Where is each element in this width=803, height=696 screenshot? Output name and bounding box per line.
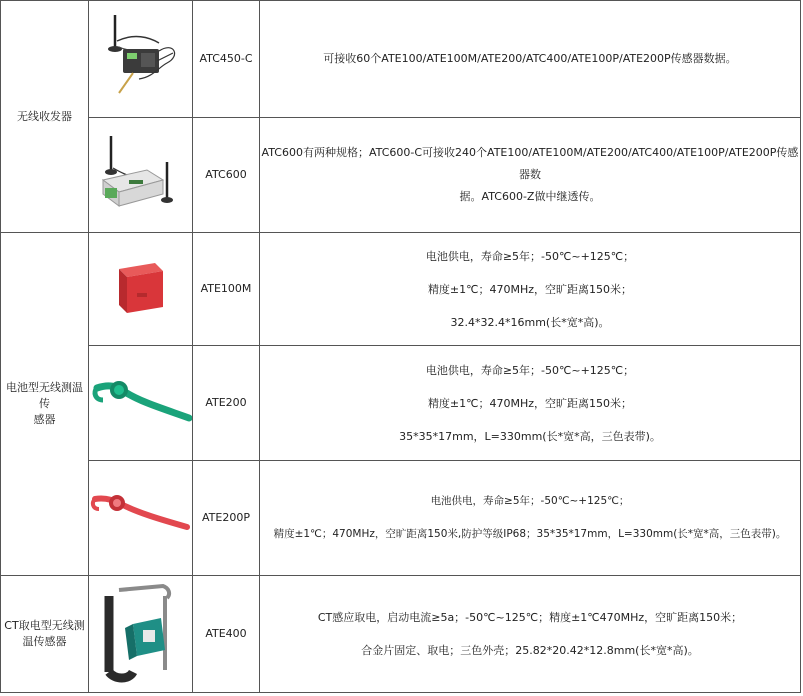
spec-line: 电池供电，寿命≥5年；-50℃~+125℃；: [430, 495, 630, 507]
model-name-text: ATE100M: [200, 282, 252, 295]
spec-line: 电池供电，寿命≥5年；-50℃~+125℃；: [425, 249, 635, 263]
model-name: [193, 118, 259, 232]
spec-line: 精度±1℃；470MHz，空旷距离150米；: [427, 396, 633, 410]
model-name: [193, 233, 259, 345]
model-name-text: ATC600: [205, 168, 247, 181]
group-label: [1, 576, 88, 692]
model-name-text: ATE200P: [202, 511, 250, 524]
spec-description: [260, 576, 800, 692]
model-name-text: ATC450-C: [199, 52, 253, 65]
group-label: [1, 233, 88, 575]
spec-description: [260, 461, 800, 575]
group-name: 电池型无线测温传 感器: [6, 381, 83, 426]
spec-description: [260, 1, 800, 117]
model-name: [193, 1, 259, 117]
model-name-text: ATE200: [205, 396, 247, 409]
red-box-sensor-photo: [89, 233, 192, 345]
red-strap-sensor-photo: [89, 461, 192, 575]
group-name: CT取电型无线测 温传感器: [4, 619, 85, 648]
model-name-text: ATE400: [205, 627, 247, 640]
green-strap-sensor-photo: [89, 346, 192, 460]
wireless-transceiver-atc450c-photo: [89, 1, 192, 117]
spec-line: 合金片固定、取电；三色外壳；25.82*20.42*12.8mm(长*宽*高)。: [361, 644, 699, 657]
spec-description: [260, 346, 800, 460]
spec-line: 精度±1℃；470MHz，空旷距离150米,防护等级IP68；35*35*17mm，L=330mm(长*宽*高，三色表带)。: [273, 528, 787, 540]
group-name: 无线收发器: [17, 109, 72, 123]
spec-line: CT感应取电，启动电流≥5a；-50℃~125℃；精度±1℃470MHz，空旷距离150米；: [317, 611, 743, 624]
group-label: [1, 1, 88, 232]
model-name: [193, 346, 259, 460]
wireless-transceiver-atc600-photo: [89, 118, 192, 232]
spec-description: [260, 118, 800, 232]
spec-line: ATC600有两种规格；ATC600-C可接收240个ATE100/ATE100M/ATE200/ATC400/ATE100P/ATE200P传感器数: [261, 146, 799, 181]
model-name: [193, 576, 259, 692]
spec-line: 可接收60个ATE100/ATE100M/ATE200/ATC400/ATE100P/ATE200P传感器数据。: [323, 52, 737, 65]
spec-line: 32.4*32.4*16mm(长*宽*高)。: [450, 315, 610, 329]
spec-line: 电池供电，寿命≥5年；-50℃~+125℃；: [425, 363, 635, 377]
model-name: [193, 461, 259, 575]
table-border: [800, 0, 801, 693]
spec-line: 据。ATC600-Z做中继透传。: [459, 190, 601, 203]
spec-line: 精度±1℃；470MHz，空旷距离150米；: [427, 282, 633, 296]
spec-line: 35*35*17mm，L=330mm(长*宽*高，三色表带)。: [399, 429, 661, 443]
spec-description: [260, 233, 800, 345]
ct-clamp-sensor-photo: [89, 576, 192, 692]
